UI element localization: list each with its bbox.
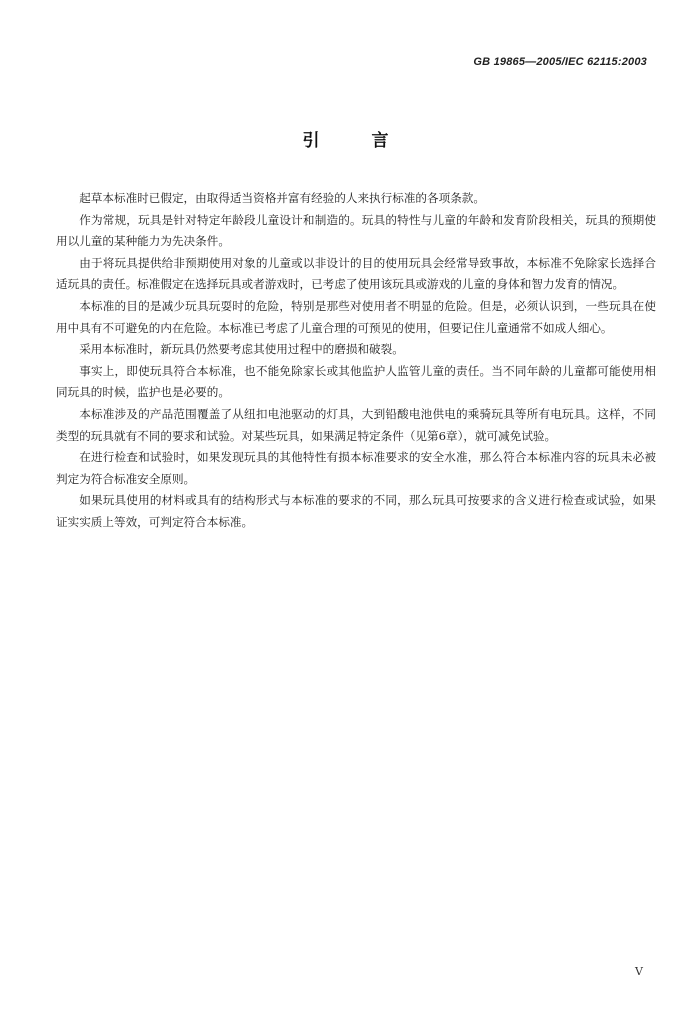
paragraph-8: 在进行检查和试验时，如果发现玩具的其他特性有损本标准要求的安全水准，那么符合本标准内容的玩具未必被判定为符合标准安全原则。 [56, 450, 656, 486]
paragraph-5: 采用本标准时，新玩具仍然要考虑其使用过程中的磨损和破裂。 [79, 342, 404, 357]
page-number: V [635, 965, 643, 978]
standard-code-header: GB 19865—2005/IEC 62115:2003 [473, 56, 647, 68]
paragraph-3: 由于将玩具提供给非预期使用对象的儿童或以非设计的目的使用玩具会经常导致事故，本标准不免除家长选择合适玩具的责任。标准假定在选择玩具或者游戏时，已考虑了使用该玩具或游戏的儿童的身体和智力发育的情况。 [56, 255, 656, 292]
paragraph-2: 作为常规，玩具是针对特定年龄段儿童设计和制造的。玩具的特性与儿童的年龄和发育阶段相关，玩具的预期使用以儿童的某种能力为先决条件。 [56, 212, 656, 249]
page-title: 引言 [302, 131, 441, 151]
paragraph-7: 本标准涉及的产品范围覆盖了从纽扣电池驱动的灯具，大到铅酸电池供电的乘骑玩具等所有电玩具。这样，不同类型的玩具就有不同的要求和试验。对某些玩具，如果满足特定条件（见第6章），就可减免试验。 [56, 406, 656, 443]
introduction-body [56, 188, 656, 534]
paragraph-4: 本标准的目的是减少玩具玩耍时的危险，特别是那些对使用者不明显的危险。但是，必须认识到，一些玩具在使用中具有不可避免的内在危险。本标准已考虑了儿童合理的可预见的使用，但要记住儿童通常不如成人细心。 [56, 298, 656, 335]
paragraph-9: 如果玩具使用的材料或具有的结构形式与本标准的要求的不同，那么玩具可按要求的含义进行检查或试验，如果证实实质上等效，可判定符合本标准。 [56, 493, 656, 529]
paragraph-1: 起草本标准时已假定，由取得适当资格并富有经验的人来执行标准的各项条款。 [79, 191, 485, 205]
paragraph-6: 事实上，即使玩具符合本标准，也不能免除家长或其他监护人监管儿童的责任。当不同年龄的儿童都可能使用相同玩具的时候，监护也是必要的。 [56, 363, 656, 400]
